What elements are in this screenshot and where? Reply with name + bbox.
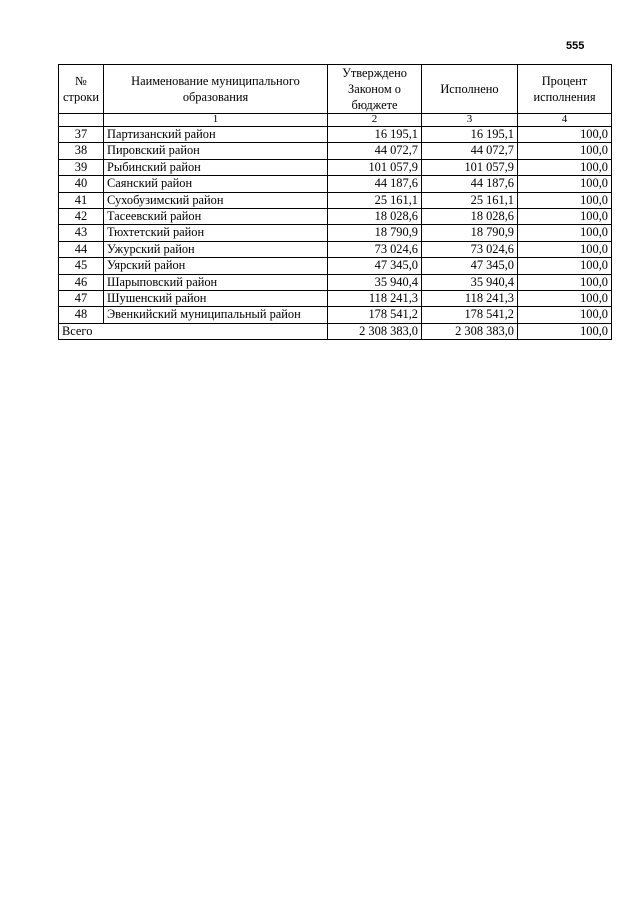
execution-percent: 100,0: [518, 241, 612, 257]
table-row: [59, 274, 612, 290]
executed-amount: 73 024,6: [422, 241, 518, 257]
table-row: [59, 241, 612, 257]
approved-amount: 118 241,3: [328, 291, 422, 307]
column-number: 1: [104, 114, 328, 127]
execution-percent: 100,0: [518, 176, 612, 192]
executed-amount: 178 541,2: [422, 307, 518, 323]
header-municipality: Наименование муниципального образования: [104, 65, 328, 114]
row-number: 43: [59, 225, 104, 241]
municipality-name: Пировский район: [104, 143, 328, 159]
municipality-name: Уярский район: [104, 258, 328, 274]
row-number: 46: [59, 274, 104, 290]
row-number: 38: [59, 143, 104, 159]
row-number: 48: [59, 307, 104, 323]
executed-amount: 44 187,6: [422, 176, 518, 192]
execution-percent: 100,0: [518, 209, 612, 225]
table-row: [59, 225, 612, 241]
municipality-name: Тюхтетский район: [104, 225, 328, 241]
column-number: 2: [328, 114, 422, 127]
approved-amount: 73 024,6: [328, 241, 422, 257]
approved-amount: 101 057,9: [328, 159, 422, 175]
municipality-name: Тасеевский район: [104, 209, 328, 225]
executed-amount: 35 940,4: [422, 274, 518, 290]
executed-amount: 101 057,9: [422, 159, 518, 175]
table-row: [59, 307, 612, 323]
total-percent: 100,0: [518, 323, 612, 339]
row-number: 37: [59, 127, 104, 143]
execution-percent: 100,0: [518, 291, 612, 307]
municipality-name: Ужурский район: [104, 241, 328, 257]
column-number: 3: [422, 114, 518, 127]
approved-amount: 178 541,2: [328, 307, 422, 323]
approved-amount: 44 187,6: [328, 176, 422, 192]
municipality-name: Шушенский район: [104, 291, 328, 307]
executed-amount: 18 790,9: [422, 225, 518, 241]
column-number-row: [59, 114, 612, 127]
executed-amount: 118 241,3: [422, 291, 518, 307]
row-number: 41: [59, 192, 104, 208]
approved-amount: 35 940,4: [328, 274, 422, 290]
approved-amount: 18 790,9: [328, 225, 422, 241]
row-number: 44: [59, 241, 104, 257]
municipality-name: Партизанский район: [104, 127, 328, 143]
row-number: 47: [59, 291, 104, 307]
execution-percent: 100,0: [518, 143, 612, 159]
total-row: [59, 323, 612, 339]
column-number: [59, 114, 104, 127]
budget-execution-table: [58, 64, 612, 340]
table-row: [59, 143, 612, 159]
approved-amount: 25 161,1: [328, 192, 422, 208]
municipality-name: Эвенкийский муниципальный район: [104, 307, 328, 323]
header-approved: Утверждено Законом о бюджете: [328, 65, 422, 114]
table-body: [59, 127, 612, 340]
execution-percent: 100,0: [518, 225, 612, 241]
total-approved: 2 308 383,0: [328, 323, 422, 339]
execution-percent: 100,0: [518, 159, 612, 175]
execution-percent: 100,0: [518, 258, 612, 274]
page-number: 555: [566, 40, 585, 52]
table-row: [59, 127, 612, 143]
total-executed: 2 308 383,0: [422, 323, 518, 339]
table-row: [59, 192, 612, 208]
row-number: 39: [59, 159, 104, 175]
executed-amount: 25 161,1: [422, 192, 518, 208]
execution-percent: 100,0: [518, 307, 612, 323]
table-row: [59, 209, 612, 225]
municipality-name: Рыбинский район: [104, 159, 328, 175]
approved-amount: 16 195,1: [328, 127, 422, 143]
executed-amount: 16 195,1: [422, 127, 518, 143]
approved-amount: 47 345,0: [328, 258, 422, 274]
header-executed: Исполнено: [422, 65, 518, 114]
table-row: [59, 159, 612, 175]
column-number: 4: [518, 114, 612, 127]
execution-percent: 100,0: [518, 127, 612, 143]
execution-percent: 100,0: [518, 192, 612, 208]
table-row: [59, 176, 612, 192]
row-number: 40: [59, 176, 104, 192]
executed-amount: 18 028,6: [422, 209, 518, 225]
row-number: 45: [59, 258, 104, 274]
header-row: [59, 65, 612, 114]
municipality-name: Шарыповский район: [104, 274, 328, 290]
executed-amount: 47 345,0: [422, 258, 518, 274]
municipality-name: Сухобузимский район: [104, 192, 328, 208]
approved-amount: 44 072,7: [328, 143, 422, 159]
approved-amount: 18 028,6: [328, 209, 422, 225]
municipality-name: Саянский район: [104, 176, 328, 192]
table-row: [59, 258, 612, 274]
header-row-number: № строки: [59, 65, 104, 114]
header-percent: Процент исполнения: [518, 65, 612, 114]
row-number: 42: [59, 209, 104, 225]
table-row: [59, 291, 612, 307]
execution-percent: 100,0: [518, 274, 612, 290]
executed-amount: 44 072,7: [422, 143, 518, 159]
total-label: Всего: [59, 323, 328, 339]
